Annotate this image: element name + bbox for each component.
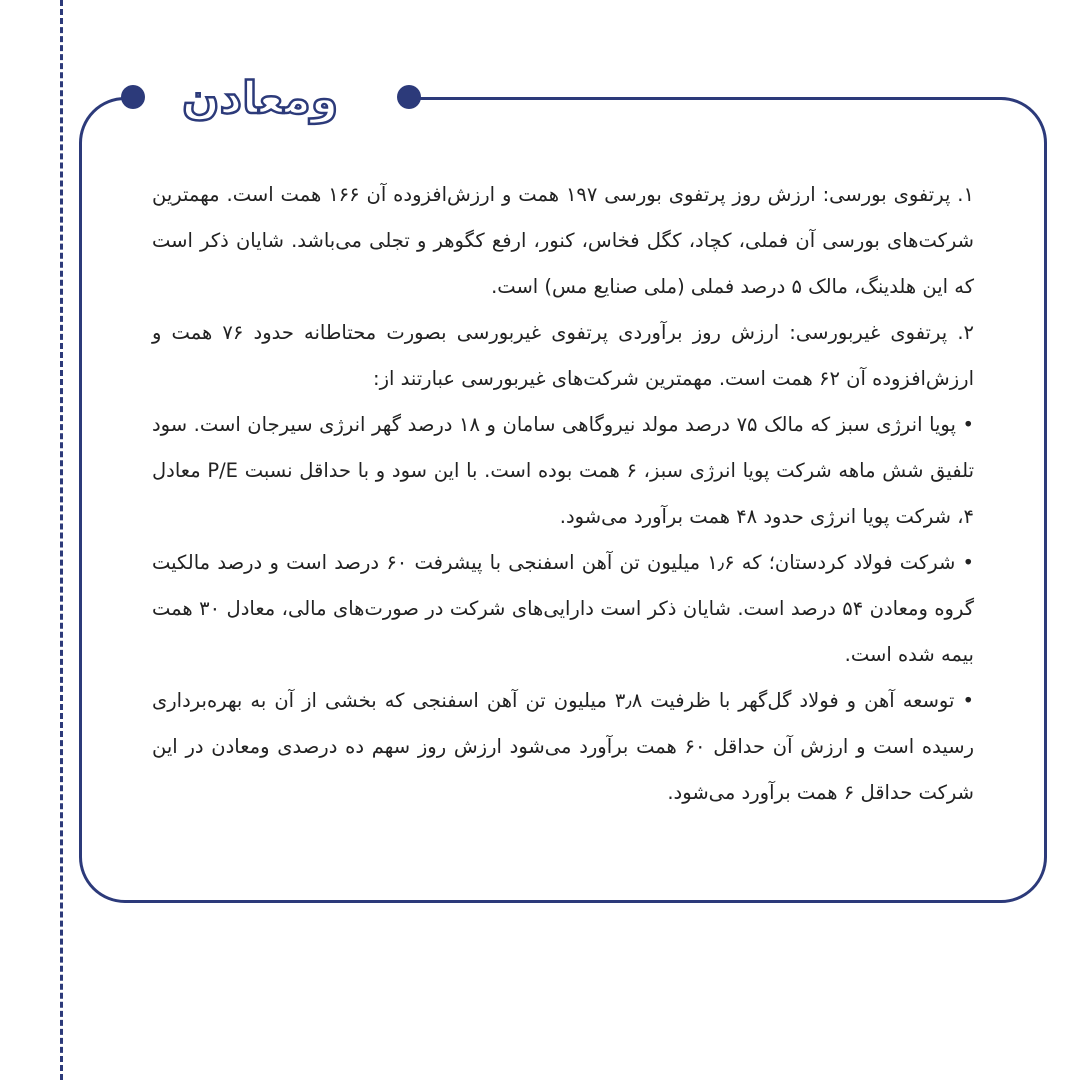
header-dot-right [397, 85, 421, 109]
paragraph-non-bourse-portfolio: ۲. پرتفوی غیربورسی: ارزش روز برآوردی پرتفوی غیربورسی بصورت محتاطانه حدود ۷۶ همت و ارزش‌افزوده آن ۶۲ همت است. مهمترین شرکت‌های غیربورسی عبارتند از: [152, 321, 975, 390]
bullet-golgohar-steel: • توسعه آهن و فولاد گل‌گهر با ظرفیت ۳٫۸ میلیون تن آهن اسفنجی که بخشی از آن به بهره‌برداری رسیده است و ارزش آن حداقل ۶۰ همت برآورد می‌شود ارزش روز سهم ده درصدی ومعادن در این شرکت حداقل ۶ همت برآورد می‌شود. [152, 689, 974, 804]
bullet-kordestan-steel: • شرکت فولاد کردستان؛ که ۱٫۶ میلیون تن آهن اسفنجی با پیشرفت ۶۰ درصد است و درصد مالکیت گروه ومعادن ۵۴ درصد است. شایان ذکر است دارایی‌های شرکت در صورت‌های مالی، معادل ۳۰ همت بیمه شده است. [152, 551, 975, 666]
article-body [152, 172, 974, 816]
header-dot-left [121, 85, 145, 109]
dashed-margin-line [60, 0, 63, 1080]
paragraph-bourse-portfolio: ۱. پرتفوی بورسی: ارزش روز پرتفوی بورسی ۱۹۷ همت و ارزش‌افزوده آن ۱۶۶ همت است. مهمترین شرکت‌های بورسی آن فملی، کچاد، کگل فخاس، کنور، ارفع کگوهر و تجلی می‌باشد. شایان ذکر است که این هلدینگ، مالک ۵ درصد فملی (ملی صنایع مس) است. [152, 183, 974, 298]
bullet-pouya-energy: • پویا انرژی سبز که مالک ۷۵ درصد مولد نیروگاهی سامان و ۱۸ درصد گهر انرژی سیرجان است. سود تلفیق شش ماهه شرکت پویا انرژی سبز، ۶ همت بوده است. با این سود و با حداقل نسبت P/E معادل ۴، شرکت پویا انرژی حدود ۴۸ همت برآورد می‌شود. [152, 413, 975, 528]
page-title: ومعادن [181, 72, 339, 124]
